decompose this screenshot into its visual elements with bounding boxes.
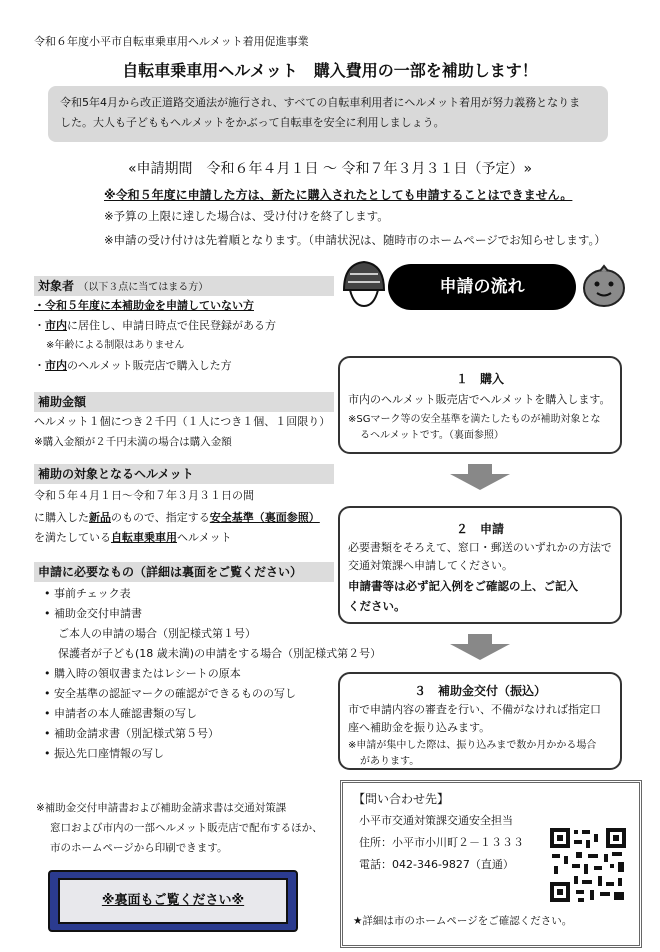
- step-3-text-1: 市で申請内容の審査を行い、不備がなければ指定口: [348, 703, 601, 716]
- list-item-text: 事前チェック表: [54, 587, 131, 600]
- flow-step-3: [338, 672, 622, 770]
- period-note-bold: ※令和５年度に申請した方は、新たに購入されたとしても申請することはできません。: [104, 188, 573, 202]
- list-item-sub: [44, 646, 381, 666]
- list-item-text: 補助金請求書（別記様式第５号）: [54, 727, 219, 740]
- step-2-title: ２ 申請: [455, 522, 504, 536]
- contact-address: 住所：小平市小川町２－１３３３: [359, 836, 524, 849]
- helmet-line-2-c: のもので、指定する: [111, 511, 210, 524]
- contact-dept: 小平市交通対策課交通安全担当: [359, 814, 513, 827]
- step-2-bold-1: 申請書等は必ず記入例をご確認の上、ご記入: [348, 579, 578, 593]
- step-2-text-1: 必要書類をそろえて、窓口・郵送のいずれかの方法で: [348, 541, 612, 554]
- list-item: • 事前チェック表: [44, 587, 131, 600]
- list-item-sub: [44, 626, 381, 646]
- target-item-1-text: ・令和５年度に本補助金を申請していない方: [34, 299, 254, 312]
- bullet: ・: [34, 319, 45, 332]
- amount-line-1: ヘルメット１個につき２千円（１人につき１個、１回限り）: [34, 415, 331, 428]
- helmet-line-2-new: 新品: [89, 511, 111, 524]
- target-item-2-emph: 市内: [45, 319, 67, 332]
- helmet-line-2-standard: 安全基準（裏面参照）: [209, 511, 320, 524]
- helmet-line-3: [34, 530, 232, 546]
- flow-step-2: [338, 506, 622, 624]
- list-item-text: 保護者が子ども(18 歳未満)の申請をする場合（別記様式第２号）: [58, 647, 382, 660]
- target-heading: [34, 276, 334, 296]
- page-title: 自転車乗車用ヘルメット 購入費用の一部を補助します！: [122, 61, 538, 80]
- period-note-budget: ※予算の上限に達した場合は、受け付けを終了します。: [104, 209, 389, 223]
- qr-code-icon[interactable]: [548, 826, 628, 904]
- list-item: • 振込先口座情報の写し: [44, 747, 164, 760]
- target-heading-note: （以下３点に当てはまる方）: [78, 282, 209, 293]
- list-item: • 申請者の本人確認書類の写し: [44, 707, 197, 720]
- program-name: 令和６年度小平市自転車乗車用ヘルメット着用促進事業: [34, 35, 309, 48]
- target-item-1: [34, 298, 254, 314]
- list-item: • 購入時の領収書またはレシートの原本: [44, 667, 241, 680]
- application-period: «申請期間 令和６年４月１日 ～ 令和７年３月３１日（予定）»: [127, 161, 533, 177]
- flow-title-pill: 申請の流れ: [388, 264, 576, 310]
- bike-helmet-icon: [340, 256, 388, 308]
- amount-line-2: ※購入金額が２千円未満の場合は購入金額: [34, 436, 232, 448]
- period-note-order: ※申請の受け付けは先着順となります。（申請状況は、随時市のホームページでお知らせします。）: [104, 233, 606, 247]
- helmet-heading: 補助の対象となるヘルメット: [34, 464, 334, 484]
- docs-footnote-3: 市のホームページから印刷できます。: [50, 842, 228, 854]
- list-item-text: ご本人の申請の場合（別記様式第１号）: [58, 627, 256, 640]
- flow-arrow-2: [450, 634, 510, 660]
- intro-line-2: した。大人も子どももヘルメットをかぶって自転車を安全に利用しましょう。: [60, 116, 445, 129]
- helmet-line-2: [34, 510, 320, 526]
- list-item-text: 購入時の領収書またはレシートの原本: [54, 667, 241, 680]
- step-3-title: ３ 補助金交付（振込）: [413, 684, 546, 698]
- list-item-text: 振込先口座情報の写し: [54, 747, 164, 760]
- docs-list: [44, 586, 381, 766]
- helmet-line-3-c: ヘルメット: [177, 531, 232, 544]
- target-item-3-text: のヘルメット販売店で購入した方: [67, 359, 232, 372]
- flow-arrow-1: [450, 464, 510, 490]
- step-2-text-2: 交通対策課へ申請してください。: [348, 559, 513, 572]
- bullet: ・: [34, 359, 45, 372]
- flow-step-1: [338, 356, 622, 454]
- step-1-title: １ 購入: [455, 372, 504, 386]
- intro-line-1: 令和5年4月から改正道路交通法が施行され、すべての自転車利用者にヘルメット着用が努力義務となりま: [60, 96, 581, 109]
- target-item-2: [34, 318, 276, 334]
- list-item-text: 申請者の本人確認書類の写し: [54, 707, 197, 720]
- helmet-line-3-bicycle: 自転車乗車用: [111, 531, 177, 544]
- list-item-text: 補助金交付申請書: [54, 607, 142, 620]
- docs-footnote: [36, 798, 323, 858]
- contact-phone: 電話：042-346-9827（直通）: [359, 858, 514, 871]
- target-item-3-emph: 市内: [45, 359, 67, 372]
- target-item-2-text: に居住し、申請日時点で住民登録がある方: [67, 319, 276, 332]
- target-heading-label: 対象者: [38, 279, 75, 293]
- helmet-line-2-a: に購入した: [34, 511, 89, 524]
- step-1-note-1: ※SGマーク等の安全基準を満たしたものが補助対象とな: [348, 414, 601, 425]
- back-notice-banner: [48, 870, 298, 932]
- amount-heading: 補助金額: [34, 392, 334, 412]
- step-1-note-2: るヘルメットです。（裏面参照）: [360, 430, 504, 441]
- step-1-text: 市内のヘルメット販売店でヘルメットを購入します。: [348, 393, 611, 406]
- back-notice-text: ※裏面もご覧ください※: [58, 878, 288, 924]
- list-item: • 安全基準の認証マークの確認ができるものの写し: [44, 687, 296, 700]
- helmet-line-1: 令和５年４月１日～令和７年３月３１日の間: [34, 489, 254, 502]
- contact-footer: ★詳細は市のホームページをご確認ください。: [353, 915, 573, 927]
- step-2-bold-2: ください。: [348, 599, 406, 613]
- docs-footnote-2: 窓口および市内の一部ヘルメット販売店で配布するほか、: [50, 822, 323, 834]
- step-3-note-2: があります。: [360, 756, 420, 767]
- helmet-line-3-a: を満たしている: [34, 531, 111, 544]
- step-3-note-1: ※申請が集中した際は、振り込みまで数か月かかる場合: [348, 740, 597, 751]
- list-item-text: 安全基準の認証マークの確認ができるものの写し: [54, 687, 296, 700]
- docs-heading: 申請に必要なもの（詳細は裏面をご覧ください）: [34, 562, 334, 582]
- contact-title: 【問い合わせ先】: [353, 792, 450, 806]
- mascot-character-icon: [580, 262, 628, 310]
- target-item-3: [34, 358, 232, 374]
- list-item: • 補助金請求書（別記様式第５号）: [44, 727, 219, 740]
- list-item: • 補助金交付申請書: [44, 607, 142, 620]
- docs-footnote-1: ※補助金交付申請書および補助金請求書は交通対策課: [36, 802, 287, 814]
- target-item-2-note: ※年齢による制限はありません: [46, 340, 185, 351]
- intro-box: [48, 86, 608, 142]
- step-3-text-2: 座へ補助金を振り込みます。: [348, 721, 491, 734]
